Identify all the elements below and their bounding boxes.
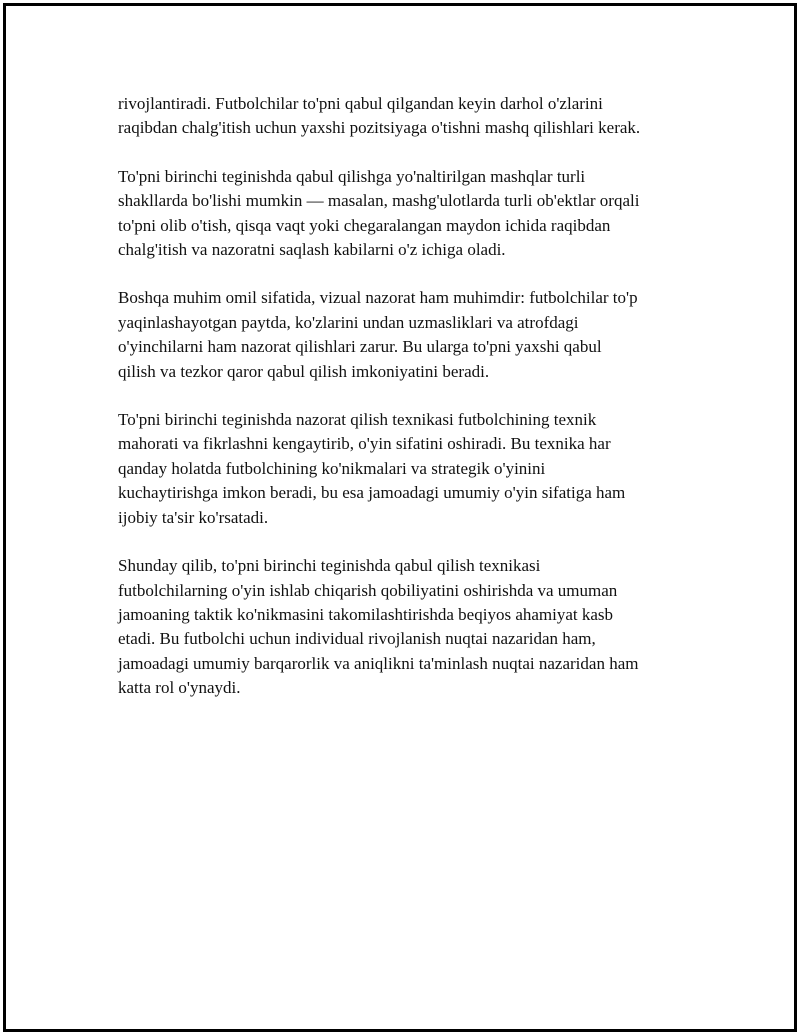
text-line: jamoaning taktik ko'nikmasini takomilashtirishda beqiyos ahamiyat kasb <box>118 604 614 624</box>
text-line: qilish va tezkor qaror qabul qilish imkoniyatini beradi. <box>118 361 490 381</box>
text-line: katta rol o'ynaydi. <box>118 678 241 698</box>
text-line: Shunday qilib, to'pni birinchi teginishda qabul qilish texnikasi <box>118 556 541 576</box>
paragraph-1 <box>118 92 698 141</box>
text-line: jamoadagi umumiy barqarorlik va aniqlikni ta'minlash nuqtai nazaridan ham <box>118 653 639 673</box>
text-line: mahorati va fikrlashni kengaytirib, o'yin sifatini oshiradi. Bu texnika har <box>118 434 611 454</box>
text-line: kuchaytirishga imkon beradi, bu esa jamoadagi umumiy o'yin sifatiga ham <box>118 483 626 503</box>
paragraph-4 <box>118 408 698 530</box>
text-line: Boshqa muhim omil sifatida, vizual nazorat ham muhimdir: futbolchilar to'p <box>118 288 638 308</box>
text-line: shakllarda bo'lishi mumkin — masalan, mashg'ulotlarda turli ob'ektlar orqali <box>118 191 640 211</box>
paragraph-5 <box>118 554 698 700</box>
text-line: To'pni birinchi teginishda qabul qilishga yo'naltirilgan mashqlar turli <box>118 166 586 186</box>
text-line: etadi. Bu futbolchi uchun individual rivojlanish nuqtai nazaridan ham, <box>118 629 596 649</box>
text-line: ijobiy ta'sir ko'rsatadi. <box>118 507 269 527</box>
paragraph-3 <box>118 286 698 384</box>
document-body <box>118 92 698 725</box>
paragraph-2 <box>118 165 698 263</box>
text-line: rivojlantiradi. Futbolchilar to'pni qabul qilgandan keyin darhol o'zlarini <box>118 94 603 113</box>
text-line: To'pni birinchi teginishda nazorat qilish texnikasi futbolchining texnik <box>118 410 597 430</box>
text-line: raqibdan chalg'itish uchun yaxshi pozitsiyaga o'tishni mashq qilishlari kerak. <box>118 118 641 138</box>
text-line: futbolchilarning o'yin ishlab chiqarish qobiliyatini oshirishda va umuman <box>118 580 618 600</box>
text-line: to'pni olib o'tish, qisqa vaqt yoki chegaralangan maydon ichida raqibdan <box>118 215 611 235</box>
text-line: chalg'itish va nazoratni saqlash kabilarni o'z ichiga oladi. <box>118 240 506 260</box>
text-line: yaqinlashayotgan paytda, ko'zlarini undan uzmasliklari va atrofdagi <box>118 312 579 332</box>
text-line: o'yinchilarni ham nazorat qilishlari zarur. Bu ularga to'pni yaxshi qabul <box>118 337 602 357</box>
text-line: qanday holatda futbolchining ko'nikmalari va strategik o'yinini <box>118 458 546 478</box>
